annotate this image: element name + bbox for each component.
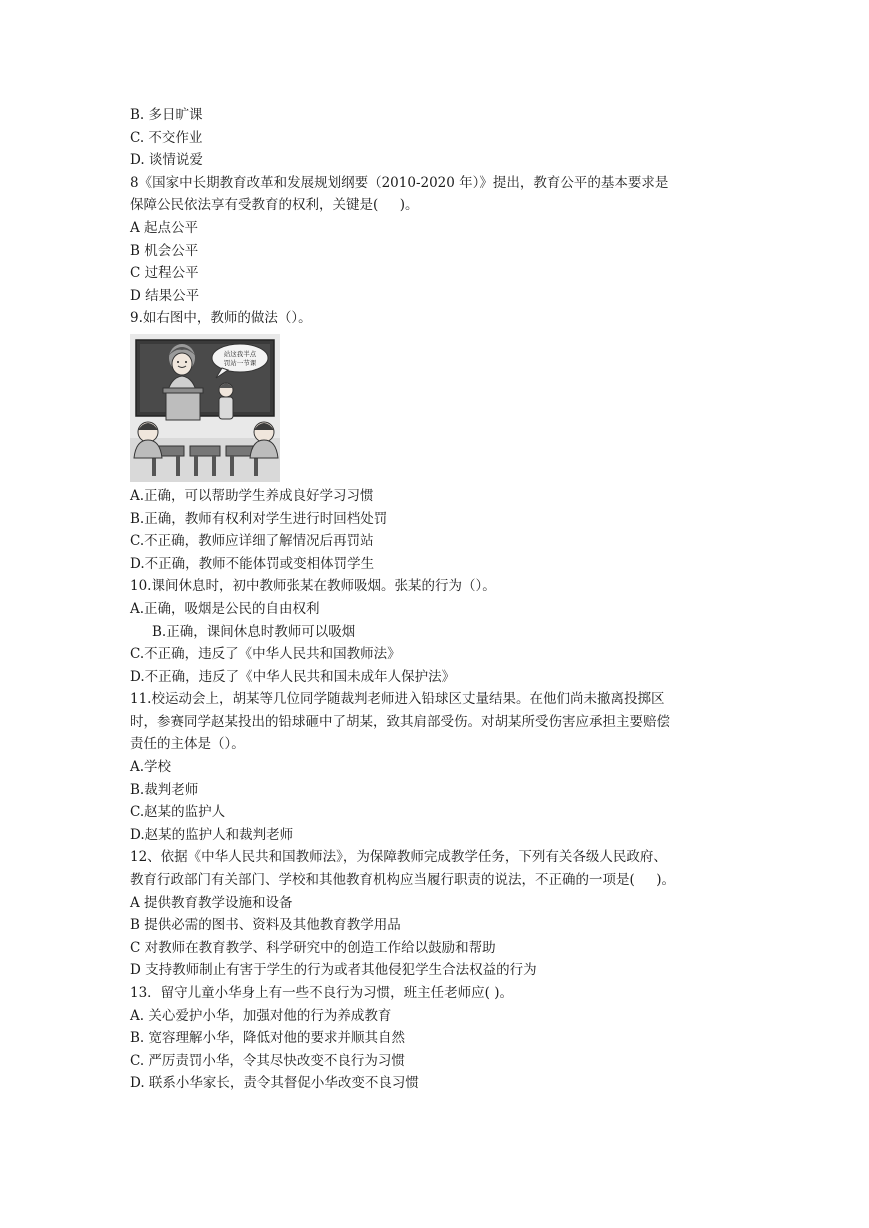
q12-option-c: C 对教师在教育教学、科学研究中的创造工作给以鼓励和帮助 — [130, 939, 496, 956]
q10-option-b: B.正确，课间休息时教师可以吸烟 — [152, 623, 356, 640]
q8-option-b: B 机会公平 — [130, 242, 199, 259]
q11-option-b: B.裁判老师 — [130, 781, 199, 798]
q13-option-a: A. 关心爱护小华，加强对他的行为养成教育 — [130, 1007, 392, 1024]
classroom-illustration — [130, 334, 280, 482]
q13-option-d: D. 联系小华家长，责令其督促小华改变不良习惯 — [130, 1075, 419, 1092]
q7-option-c: C. 不交作业 — [130, 129, 203, 146]
document-page — [130, 104, 750, 1095]
q11-stem-line2: 时，参赛同学赵某投出的铅球砸中了胡某，致其肩部受伤。对胡某所受伤害应承担主要赔偿 — [130, 713, 670, 730]
q10-option-c: C.不正确，违反了《中华人民共和国教师法》 — [130, 646, 401, 663]
q7-option-d: D. 谈情说爱 — [130, 152, 203, 169]
q12-option-a: A 提供教育教学设施和设备 — [130, 894, 293, 911]
q8-option-c: C 过程公平 — [130, 265, 199, 282]
speech-bubble-text-2: 罚站一节课 — [223, 358, 257, 367]
q9-option-d: D.不正确，教师不能体罚或变相体罚学生 — [130, 555, 375, 572]
q8-stem-line2: 保障公民依法享有受教育的权利，关键是( )。 — [130, 197, 419, 214]
q11-stem-line1: 11.校运动会上，胡某等几位同学随裁判老师进入铅球区丈量结果。在他们尚未撤离投掷区 — [130, 691, 665, 708]
q13-stem: 13．留守儿童小华身上有一些不良行为习惯，班主任老师应( )。 — [130, 985, 514, 1001]
q13-option-b: B. 宽容理解小华，降低对他的要求并顺其自然 — [130, 1030, 406, 1047]
q8-option-a: A 起点公平 — [130, 219, 199, 236]
q11-option-d: D.赵某的监护人和裁判老师 — [130, 826, 294, 843]
q11-stem-line3: 责任的主体是（）。 — [130, 736, 245, 753]
q9-option-c: C.不正确，教师应详细了解情况后再罚站 — [130, 533, 374, 550]
q13-option-c: C. 严厉责罚小华，令其尽快改变不良行为习惯 — [130, 1052, 405, 1069]
q10-stem: 10.课间休息时，初中教师张某在教师吸烟。张某的行为（）。 — [130, 578, 496, 595]
q7-option-b: B. 多日旷课 — [130, 107, 203, 123]
q10-option-a: A.正确，吸烟是公民的自由权利 — [130, 600, 320, 617]
q11-option-c: C.赵某的监护人 — [130, 804, 226, 821]
q12-option-b: B 提供必需的图书、资料及其他教育教学用品 — [130, 917, 401, 934]
q11-option-a: A.学校 — [130, 759, 172, 776]
classroom-cartoon-image — [130, 334, 280, 482]
q8-option-d: D 结果公平 — [130, 287, 200, 304]
q9-option-b: B.正确，教师有权利对学生进行时回档处罚 — [130, 510, 388, 527]
q8-stem-line1: 8《国家中长期教育改革和发展规划纲要（2010-2020 年）》提出，教育公平的基本要求是 — [130, 174, 669, 191]
q12-stem-line2: 教育行政部门有关部门、学校和其他教育机构应当履行职责的说法，不正确的一项是( )。 — [130, 872, 675, 889]
q9-option-a: A.正确，可以帮助学生养成良好学习习惯 — [130, 487, 374, 504]
q10-option-d: D.不正确，违反了《中华人民共和国未成年人保护法》 — [130, 668, 456, 685]
q12-stem-line1: 12、依据《中华人民共和国教师法》，为保障教师完成教学任务，下列有关各级人民政府、 — [130, 849, 667, 866]
q9-stem: 9.如右图中，教师的做法（）。 — [130, 310, 312, 327]
speech-bubble-text-1: 站这我半点 — [223, 349, 257, 358]
q12-option-d: D 支持教师制止有害于学生的行为或者其他侵犯学生合法权益的行为 — [130, 962, 537, 979]
